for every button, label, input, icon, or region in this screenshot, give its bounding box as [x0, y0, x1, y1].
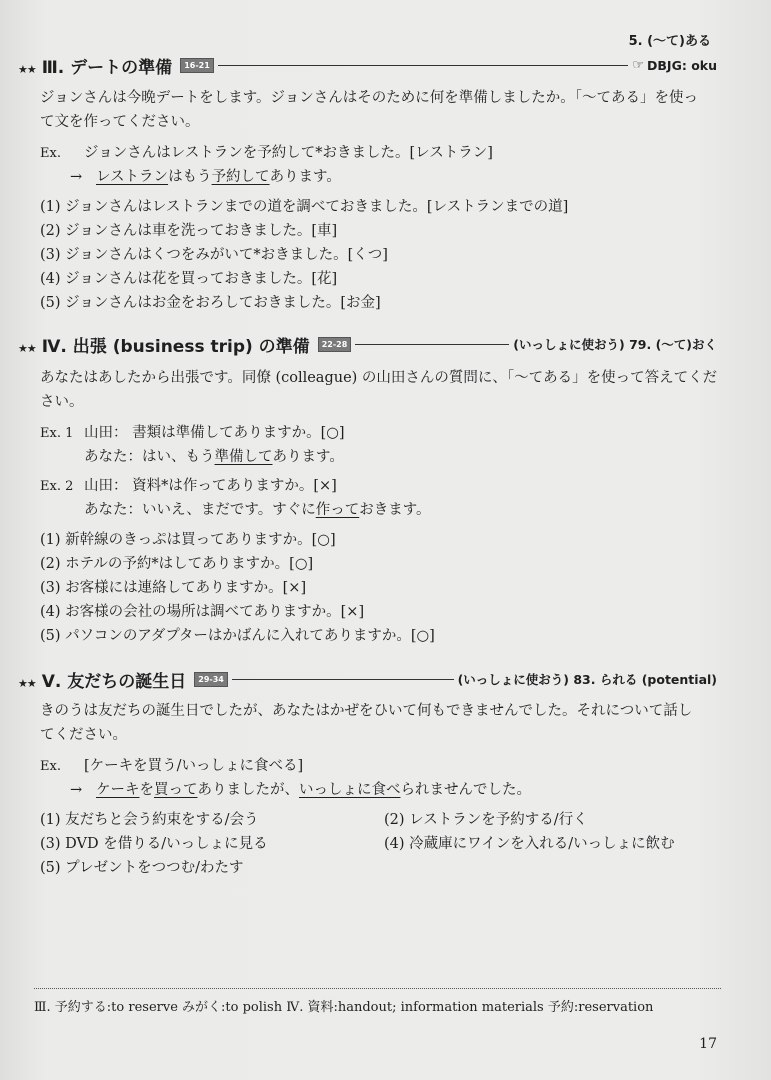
answer-text: られませんでした。	[400, 782, 531, 798]
answer-underlined: レストラン	[95, 169, 169, 185]
answer-text: ありましたが、	[197, 782, 299, 798]
section-5-instruction-2: てください。	[40, 727, 127, 743]
list-item: (3) DVD を借りる/いっしょに見る	[40, 836, 268, 852]
answer-text: あります。	[272, 449, 344, 465]
section-5-title: Ⅴ. 友だちの誕生日	[41, 671, 187, 692]
answer-text: あります。	[269, 169, 341, 185]
audio-track-badge: 22-28	[318, 337, 352, 352]
list-item: (2) レストランを予約する/行く	[384, 812, 588, 828]
page-number: 17	[699, 1036, 717, 1052]
list-item: (1) 新幹線のきっぷは買ってありますか。[○]	[40, 532, 336, 548]
answer-underlined: 準備して	[214, 449, 273, 465]
section-3-example-answer	[70, 165, 717, 186]
list-item: (1) ジョンさんはレストランまでの道を調べておきました。[レストランまでの道]	[40, 199, 569, 215]
example-prompt: ジョンさんはレストランを予約して*おきました。[レストラン]	[84, 145, 493, 161]
section-4-example-1	[40, 421, 717, 442]
example-label: Ex.	[40, 146, 61, 161]
answer-text: あなた：いいえ、まだです。すぐに	[84, 502, 316, 518]
example-label: Ex. 2	[40, 479, 74, 494]
list-item: (5) パソコンのアダプターはかばんに入れてありますか。[○]	[40, 628, 435, 644]
answer-text: を	[139, 782, 154, 798]
section-5-ref: (いっしょに使おう) 83. られる (potential)	[457, 672, 717, 687]
answer-underlined: いっしょに食べ	[298, 782, 401, 798]
section-5-instruction-1: きのうは友だちの誕生日でしたが、あなたはかぜをひいて何もできませんでした。それについて話し	[40, 703, 693, 719]
section-5-example-answer	[70, 778, 717, 799]
section-3-ref: DBJG: oku	[647, 57, 717, 73]
example-label: Ex. 1	[40, 426, 74, 441]
list-item: (3) ジョンさんはくつをみがいて*おきました。[くつ]	[40, 247, 388, 263]
audio-track-badge: 16-21	[180, 58, 214, 73]
difficulty-stars: ★★	[18, 341, 36, 355]
list-item: (4) 冷蔵庫にワインを入れる/いっしょに飲む	[384, 836, 675, 852]
section-5-header	[18, 666, 717, 692]
answer-underlined: 予約して	[211, 169, 270, 185]
difficulty-stars: ★★	[18, 62, 36, 76]
answer-text: はもう	[168, 169, 212, 185]
arrow: →	[70, 169, 83, 185]
section-4-ref: (いっしょに使おう) 79. (〜て)おく	[513, 337, 717, 352]
answer-underlined: ケーキ	[95, 782, 140, 798]
list-item: (4) ジョンさんは花を買っておきました。[花]	[40, 271, 338, 287]
example-question: 山田： 資料*は作ってありますか。[×]	[84, 478, 337, 494]
arrow: →	[70, 782, 83, 798]
glossary-divider	[34, 988, 721, 989]
difficulty-stars: ★★	[18, 676, 36, 690]
section-4-example-2	[40, 474, 717, 495]
answer-underlined: 買って	[153, 782, 198, 798]
chapter-tag: 5. (〜て)ある	[628, 34, 711, 49]
pointing-hand-icon: ☞	[632, 57, 645, 73]
section-3-title: Ⅲ. デートの準備	[41, 57, 173, 78]
header-rule	[355, 344, 509, 345]
section-4-header	[18, 331, 717, 357]
section-4-example-1-answer	[84, 445, 717, 466]
section-4-instruction-1: あなたはあしたから出張です。同僚 (colleague) の山田さんの質問に、「〜てある」を使って答えてくだ	[40, 370, 718, 386]
section-5-example	[40, 754, 717, 775]
list-item: (3) お客様には連絡してありますか。[×]	[40, 580, 307, 596]
example-question: 山田： 書類は準備してありますか。[○]	[84, 425, 345, 441]
list-item: (2) ホテルの予約*はしてありますか。[○]	[40, 556, 314, 572]
answer-text: あなた：はい、もう	[84, 449, 215, 465]
audio-track-badge: 29-34	[194, 672, 228, 687]
glossary: Ⅲ. 予約する:to reserve みがく:to polish Ⅳ. 資料:handout; information materials 予約:reservation	[34, 1000, 654, 1015]
section-3-instruction-2: て文を作ってください。	[40, 114, 200, 130]
section-4-title: Ⅳ. 出張 (business trip) の準備	[41, 336, 310, 357]
header-rule	[218, 65, 629, 66]
answer-text: おきます。	[359, 502, 431, 518]
example-label: Ex.	[40, 759, 61, 774]
section-3-instruction-1: ジョンさんは今晩デートをします。ジョンさんはそのために何を準備しましたか。「〜てある」を使っ	[40, 90, 699, 106]
list-item: (5) ジョンさんはお金をおろしておきました。[お金]	[40, 295, 381, 311]
section-4-instruction-2: さい。	[40, 394, 84, 410]
list-item: (1) 友だちと会う約束をする/会う	[40, 812, 259, 828]
list-item: (2) ジョンさんは車を洗っておきました。[車]	[40, 223, 338, 239]
section-4-example-2-answer	[84, 498, 717, 519]
example-prompt: [ケーキを買う/いっしょに食べる]	[84, 758, 304, 774]
list-item: (4) お客様の会社の場所は調べてありますか。[×]	[40, 604, 365, 620]
section-3-header	[18, 52, 717, 78]
list-item: (5) プレゼントをつつむ/わたす	[40, 860, 244, 876]
answer-underlined: 作って	[315, 502, 360, 518]
section-3-example	[40, 141, 717, 162]
header-rule	[232, 679, 454, 680]
